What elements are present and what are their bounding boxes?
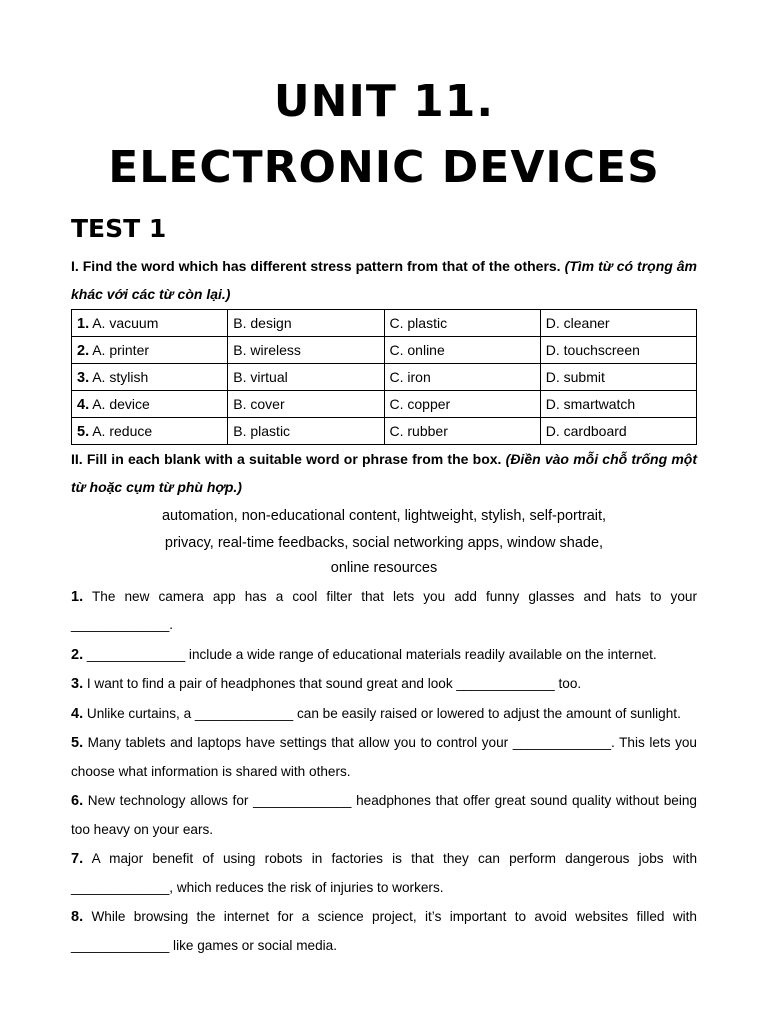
option-text: D. touchscreen	[545, 342, 640, 358]
question-text: Unlike curtains, a _____________ can be easily raised or lowered to adjust the amount of sunlight.	[86, 705, 681, 721]
question-number: 3.	[77, 369, 90, 386]
table-row	[72, 310, 697, 337]
question-number: 4.	[77, 396, 90, 413]
question-text: _____________ include a wide range of educational materials readily available on the internet.	[86, 646, 657, 662]
section1-instruction-en: I. Find the word which has different stress pattern from that of the others.	[71, 258, 561, 274]
question-number: 3.	[71, 676, 84, 692]
question-text: I want to find a pair of headphones that sound great and look _____________ too.	[86, 676, 582, 691]
option-text: A. vacuum	[92, 314, 159, 331]
document-page	[71, 72, 697, 960]
question-text: The new camera app has a cool filter that lets you add funny glasses and hats to your _____________.	[71, 588, 697, 632]
question-number: 5.	[71, 735, 84, 751]
option-text: D. cardboard	[545, 423, 627, 439]
word-box-line: privacy, real-time feedbacks, social networking apps, window shade,	[164, 534, 604, 551]
table-row	[72, 391, 697, 418]
question-text: Many tablets and laptops have settings that allow you to control your _____________. This lets you choose what information is shared with others.	[71, 735, 697, 779]
table-cell-option-d	[540, 310, 696, 337]
question-number: 5.	[77, 423, 90, 440]
table-cell-option-b	[228, 391, 384, 418]
test-heading: TEST 1	[71, 214, 167, 243]
option-text: B. virtual	[233, 369, 288, 385]
word-box-line: automation, non-educational content, lightweight, stylish, self-portrait,	[161, 508, 607, 524]
option-text: A. reduce	[92, 422, 153, 439]
table-cell-option-a	[72, 418, 228, 445]
table-cell-option-d	[540, 418, 696, 445]
option-text: B. plastic	[233, 423, 291, 439]
table-row	[72, 418, 697, 445]
question-number: 1.	[77, 315, 90, 332]
option-text: C. online	[389, 342, 445, 358]
question-list	[71, 583, 697, 961]
question-number: 2.	[71, 646, 84, 663]
table-cell-option-c	[384, 391, 540, 418]
table-cell-option-d	[540, 391, 696, 418]
section2-instruction-en: II. Fill in each blank with a suitable word or phrase from the box.	[71, 451, 502, 467]
option-text: D. submit	[545, 369, 605, 385]
table-cell-option-a	[72, 310, 228, 337]
section2-instruction-vi: (Điền vào mỗi chỗ trống một từ hoặc cụm từ phù hợp.)	[71, 451, 698, 495]
fill-blank-question	[71, 700, 697, 729]
fill-blank-question	[71, 903, 697, 960]
fill-blank-question	[71, 641, 697, 670]
option-text: B. wireless	[233, 342, 301, 358]
option-text: A. stylish	[92, 368, 149, 385]
question-number: 2.	[77, 342, 90, 359]
table-cell-option-a	[72, 364, 228, 391]
stress-table	[71, 309, 697, 445]
option-text: A. device	[92, 395, 150, 412]
table-row	[72, 364, 697, 391]
section1-instruction	[71, 252, 697, 308]
question-text: New technology allows for _____________ headphones that offer great sound quality without being too heavy on your ears.	[71, 793, 697, 837]
fill-blank-question	[71, 845, 697, 902]
fill-blank-question	[71, 729, 697, 786]
table-cell-option-b	[228, 310, 384, 337]
table-cell-option-a	[72, 337, 228, 364]
unit-title: UNIT 11.	[273, 76, 495, 127]
table-cell-option-c	[384, 418, 540, 445]
option-text: C. plastic	[389, 315, 448, 331]
question-number: 4.	[71, 705, 84, 722]
option-text: B. cover	[233, 396, 285, 412]
fill-blank-question	[71, 670, 697, 699]
question-number: 6.	[71, 793, 84, 809]
table-cell-option-c	[384, 364, 540, 391]
word-box	[71, 503, 697, 582]
table-cell-option-c	[384, 337, 540, 364]
option-text: C. iron	[389, 369, 431, 385]
question-number: 8.	[71, 909, 84, 925]
word-box-line: online resources	[330, 560, 438, 576]
table-cell-option-b	[228, 418, 384, 445]
section2-instruction	[71, 445, 697, 501]
option-text: B. design	[233, 315, 292, 331]
table-cell-option-a	[72, 391, 228, 418]
table-cell-option-b	[228, 337, 384, 364]
option-text: C. copper	[389, 396, 451, 412]
table-row	[72, 337, 697, 364]
option-text: A. printer	[92, 341, 150, 358]
table-cell-option-c	[384, 310, 540, 337]
section1-instruction-vi: (Tìm từ có trọng âm khác với các từ còn lại.)	[71, 258, 698, 302]
option-text: D. smartwatch	[545, 396, 636, 412]
option-text: C. rubber	[389, 423, 448, 439]
table-cell-option-b	[228, 364, 384, 391]
question-text: While browsing the internet for a science project, it’s important to avoid websites filled with _____________ like games or social media.	[71, 909, 697, 953]
fill-blank-question	[71, 787, 697, 844]
question-number: 7.	[71, 851, 84, 867]
option-text: D. cleaner	[545, 315, 610, 331]
table-cell-option-d	[540, 337, 696, 364]
unit-subtitle: ELECTRONIC DEVICES	[108, 142, 660, 193]
question-text: A major benefit of using robots in factories is that they can perform dangerous jobs with _____________, which reduces the risk of injuries to workers.	[71, 851, 697, 895]
fill-blank-question	[71, 583, 697, 640]
question-number: 1.	[71, 588, 84, 605]
table-cell-option-d	[540, 364, 696, 391]
